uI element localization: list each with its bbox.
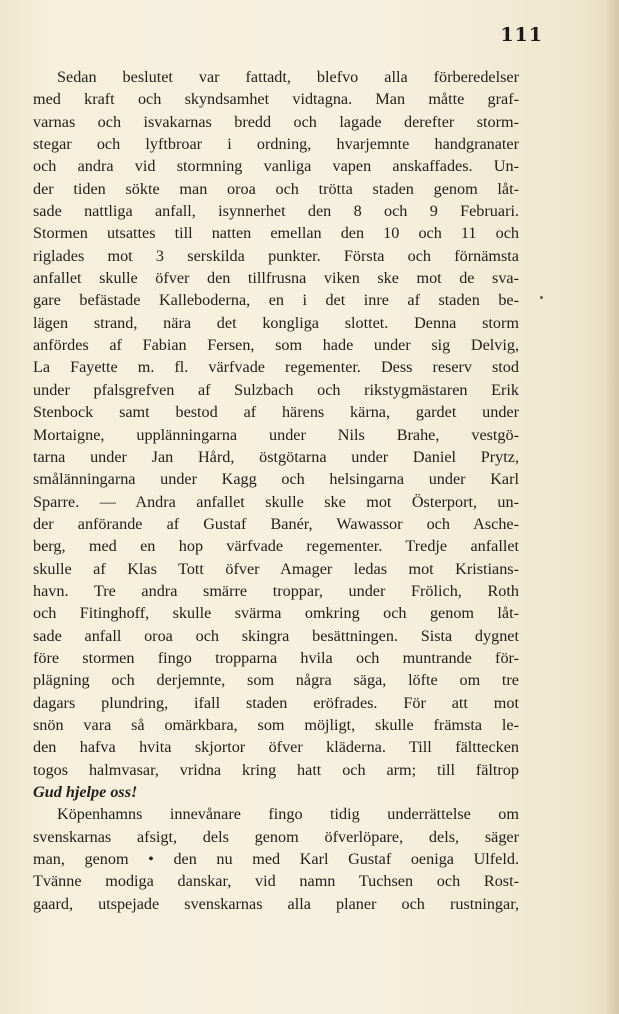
text-line: riglades mot 3 serskilda punkter. Första och förnämsta: [33, 246, 519, 265]
text-line: snön vara så omärkbara, som möjligt, skulle främsta le-: [33, 715, 519, 734]
text-line: gaard, utspejade svenskarnas alla planer och rustningar,: [33, 894, 519, 913]
text-line: gare befästade Kalleboderna, en i det inre af staden be-: [33, 291, 519, 310]
text-line: sade anfall oroa och skingra besättningen. Sista dygnet: [33, 626, 519, 645]
text-line: före stormen fingo tropparna hvila och muntrande för-: [33, 648, 519, 667]
text-line: Tvänne modiga danskar, vid namn Tuchsen och Rost-: [33, 872, 519, 891]
page-edge-shadow: [605, 0, 619, 1014]
text-line: skulle af Klas Tott öfver Amager ledas mot Kristians-: [33, 559, 519, 578]
text-line: Mortaigne, upplänningarna under Nils Brahe, vestgö-: [33, 425, 519, 444]
text-line: Sedan beslutet var fattadt, blefvo alla förberedelser: [57, 68, 519, 86]
text-line: man, genom • den nu med Karl Gustaf oeniga Ulfeld.: [33, 850, 519, 869]
text-line: Köpenhamns innevånare fingo tidig underrättelse om: [57, 805, 519, 824]
text-line: varnas och isvakarnas bredd och lagade derefter storm-: [33, 112, 519, 131]
text-line: togos halmvasar, vridna kring hatt och arm; till fältrop: [33, 760, 519, 779]
text-line: Gud hjelpe oss!: [33, 783, 138, 801]
text-line: anfördes af Fabian Fersen, som hade under sig Delvig,: [33, 336, 519, 355]
text-line: La Fayette m. fl. värfvade regementer. Dess reserv stod: [33, 358, 519, 377]
text-line: der tiden sökte man oroa och trötta staden genom låt-: [33, 179, 519, 198]
text-line: Stormen utsattes till natten emellan den 10 och 11 och: [33, 224, 519, 243]
text-line: under pfalsgrefven af Sulzbach och rikstygmästaren Erik: [33, 380, 519, 399]
text-line: Sparre. — Andra anfallet skulle ske mot Österport, un-: [33, 492, 519, 511]
text-line: plägning och derjemnte, som några säga, löfte om tre: [33, 671, 519, 690]
text-line: berg, med en hop värfvade regementer. Tredje anfallet: [33, 537, 519, 556]
text-line: med kraft och skyndsamhet vidtagna. Man måtte graf-: [33, 90, 519, 109]
text-line: stegar och lyftbroar i ordning, hvarjemnte handgranater: [33, 135, 519, 154]
text-line: svenskarnas afsigt, dels genom öfverlöpare, dels, säger: [33, 827, 519, 846]
text-line: anfallet skulle öfver den tillfrusna viken ske mot de sva-: [33, 269, 519, 288]
margin-mark: [540, 296, 543, 299]
page-number: 111: [500, 24, 543, 46]
text-line: dagars plundring, ifall staden eröfrades. För att mot: [33, 693, 519, 712]
text-line: tarna under Jan Hård, östgötarna under Daniel Prytz,: [33, 447, 519, 466]
text-line: lägen strand, nära det kongliga slottet. Denna storm: [33, 313, 519, 332]
text-line: och andra vid stormning vanliga vapen anskaffades. Un-: [33, 157, 519, 176]
text-line: havn. Tre andra smärre troppar, under Frölich, Roth: [33, 581, 519, 600]
text-line: Stenbock samt bestod af härens kärna, gardet under: [33, 403, 519, 422]
text-line: den hafva hvita skjortor öfver kläderna. Till fälttecken: [33, 738, 519, 757]
text-line: smålänningarna under Kagg och helsingarna under Karl: [33, 470, 519, 489]
text-line: der anförande af Gustaf Banér, Wawassor och Asche-: [33, 514, 519, 533]
text-line: sade nattliga anfall, isynnerhet den 8 och 9 Februari.: [33, 202, 519, 221]
text-line: och Fitinghoff, skulle svärma omkring och genom låt-: [33, 604, 519, 623]
body-text: [33, 66, 519, 915]
